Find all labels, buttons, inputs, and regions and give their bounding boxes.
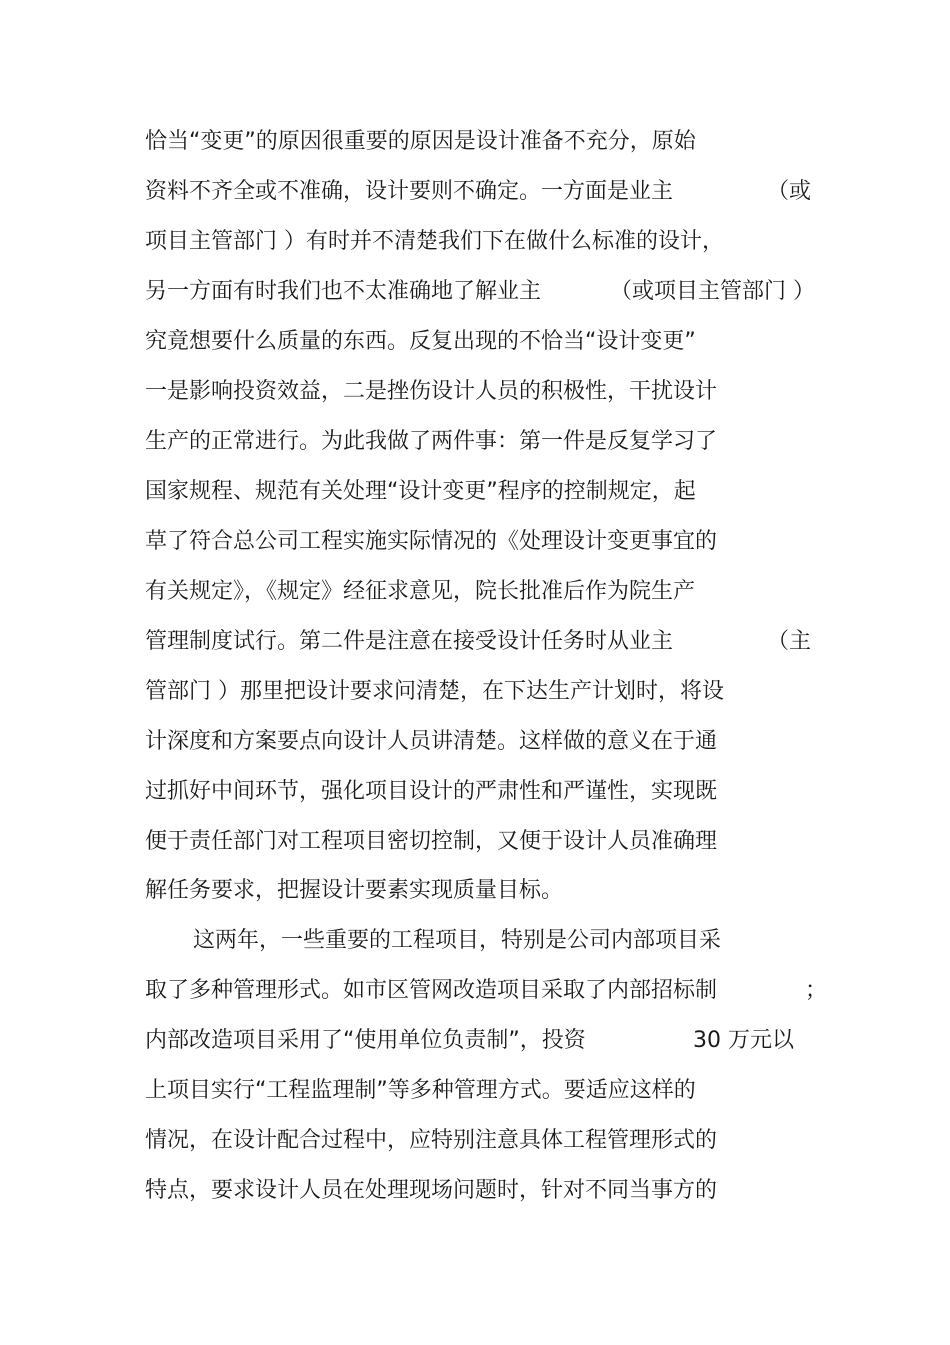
line-text: 有关规定》，《规定》经征求意见，院长批准后作为院生产 bbox=[145, 579, 696, 604]
text-line bbox=[145, 124, 825, 160]
line-text: 另一方面有时我们也不太准确地了解业主 bbox=[145, 279, 542, 304]
text-line bbox=[145, 624, 825, 660]
text-line bbox=[145, 824, 825, 860]
line-tail: 30 万元以 bbox=[693, 1028, 794, 1053]
text-line bbox=[145, 1023, 825, 1059]
line-text: 究竟想要什么质量的东西。反复出现的不恰当“设计变更” bbox=[145, 329, 696, 354]
line-text: 管理制度试行。第二件是注意在接受设计任务时从业主 bbox=[145, 629, 674, 654]
line-tail: （主 bbox=[767, 629, 812, 654]
text-line bbox=[145, 174, 825, 210]
text-line bbox=[145, 1173, 825, 1209]
line-text: 便于责任部门对工程项目密切控制，又便于设计人员准确理 bbox=[145, 829, 718, 854]
line-text: 取了多种管理形式。如市区管网改造项目采取了内部招标制 bbox=[145, 978, 718, 1003]
line-text: 这两年，一些重要的工程项目，特别是公司内部项目采 bbox=[193, 928, 722, 953]
line-text: 管部门 ）那里把设计要求问清楚，在下达生产计划时，将设 bbox=[145, 679, 724, 704]
text-line bbox=[145, 324, 825, 360]
line-text: 上项目实行“工程监理制”等多种管理方式。要适应这样的 bbox=[145, 1078, 696, 1103]
line-tail: ； bbox=[805, 978, 828, 1003]
text-line bbox=[145, 1123, 825, 1159]
text-line bbox=[145, 524, 825, 560]
line-text: 情况，在设计配合过程中，应特别注意具体工程管理形式的 bbox=[145, 1128, 718, 1153]
line-text: 项目主管部门 ）有时并不清楚我们下在做什么标准的设计， bbox=[145, 229, 724, 254]
line-tail: （或项目主管部门 ） bbox=[610, 279, 815, 304]
text-line bbox=[145, 474, 825, 510]
text-line bbox=[145, 274, 825, 310]
line-text: 过抓好中间环节，强化项目设计的严肃性和严谨性，实现既 bbox=[145, 779, 718, 804]
text-line bbox=[145, 873, 825, 909]
text-line bbox=[145, 374, 825, 410]
text-line bbox=[145, 973, 828, 1009]
line-text: 一是影响投资效益，二是挫伤设计人员的积极性，干扰设计 bbox=[145, 379, 718, 404]
line-text: 内部改造项目采用了“使用单位负责制”，投资 bbox=[145, 1028, 586, 1053]
line-text: 草了符合总公司工程实施实际情况的《处理设计变更事宜的 bbox=[145, 529, 718, 554]
text-line bbox=[145, 1073, 825, 1109]
line-tail: （或 bbox=[767, 179, 812, 204]
line-text: 国家规程、规范有关处理“设计变更”程序的控制规定，起 bbox=[145, 479, 696, 504]
text-line bbox=[145, 724, 825, 760]
text-line bbox=[145, 774, 825, 810]
text-line bbox=[145, 674, 825, 710]
text-line-indented bbox=[193, 923, 873, 959]
line-text: 生产的正常进行。为此我做了两件事：第一件是反复学习了 bbox=[145, 429, 718, 454]
line-text: 计深度和方案要点向设计人员讲清楚。这样做的意义在于通 bbox=[145, 729, 718, 754]
text-line bbox=[145, 224, 825, 260]
line-text: 资料不齐全或不准确，设计要则不确定。一方面是业主 bbox=[145, 179, 674, 204]
line-text: 解任务要求，把握设计要素实现质量目标。 bbox=[145, 878, 564, 903]
text-line bbox=[145, 424, 825, 460]
line-text: 特点，要求设计人员在处理现场问题时，针对不同当事方的 bbox=[145, 1178, 718, 1203]
line-text: 恰当“变更”的原因很重要的原因是设计准备不充分，原始 bbox=[145, 129, 696, 154]
text-line bbox=[145, 574, 825, 610]
